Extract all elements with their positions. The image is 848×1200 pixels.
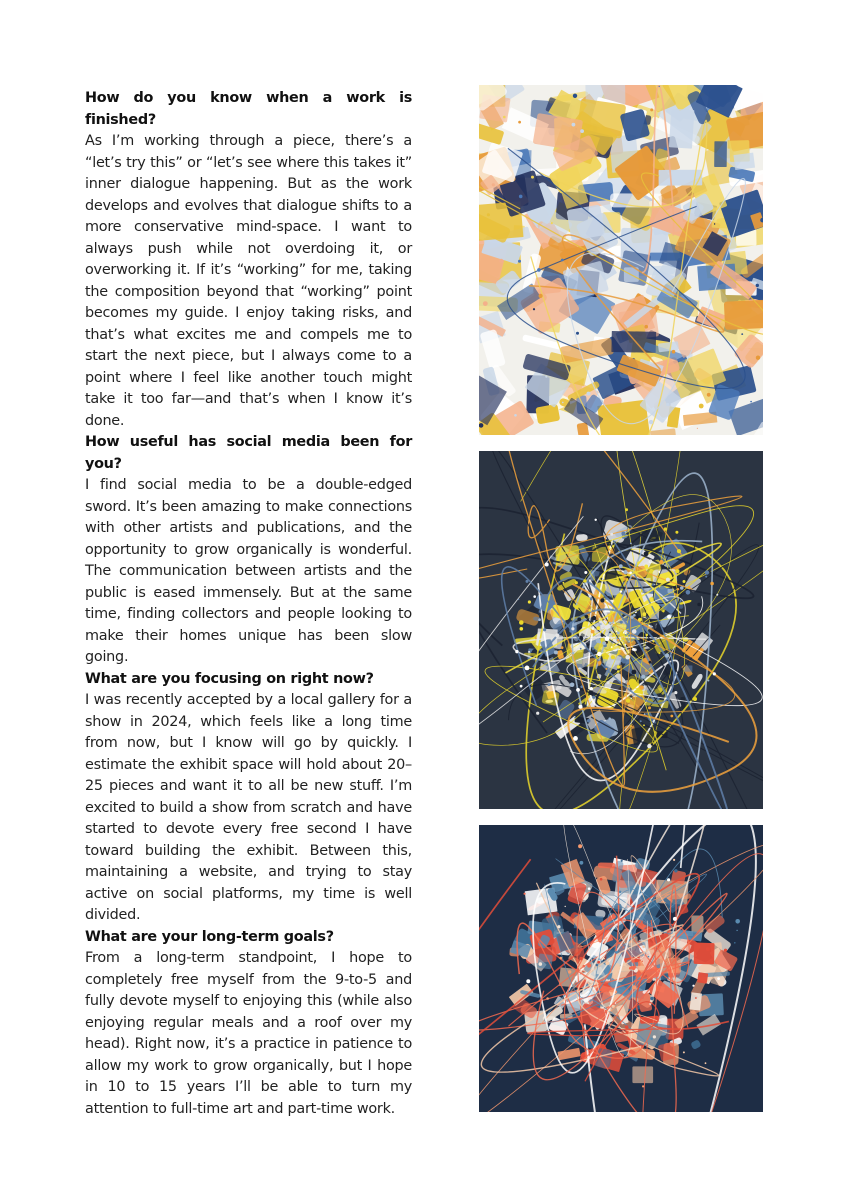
interview-text-column	[85, 88, 412, 1120]
answer-focus: I was recently accepted by a local gallery for a show in 2024, which feels like a long time from now, but I know will go by quickly. I estimate the exhibit space will hold about 20–25 pieces and want it to all be new stuff. I’m excited to build a show from scratch and have started to devote every free second I have toward building the exhibit. Between this, maintaining a website, and trying to stay active on social platforms, my time is well divided.	[85, 692, 412, 923]
abstract-painting-dark-yellow-swirl	[479, 451, 763, 809]
answer-finished: As I’m working through a piece, there’s a “let’s try this” or “let’s see where this takes it” inner dialogue happening. But as the work develops and evolves that dialogue shifts to a more conservative mind-space. I want to always push while not overdoing it, or overworking it. If it’s “working” for me, taking the composition beyond that “working” point becomes my guide. I enjoy taking risks, and that’s what excites me and compels me to start the next piece, but I always come to a point where I feel like another touch might take it too far—and that’s when I know it’s done.	[85, 133, 412, 429]
question-finished: How do you know when a work is finished?	[85, 90, 412, 128]
answer-social-media: I find social media to be a double-edged sword. It’s been amazing to make connections with other artists and publications, and the opportunity to grow organically is wonderful. The communication between artists and the public is eased immensely. But at the same time, finding collectors and people looking to make their homes unique has been slow going.	[85, 477, 412, 665]
question-social-media: How useful has social media been for you?	[85, 434, 412, 472]
question-long-term-goals: What are your long-term goals?	[85, 928, 334, 945]
abstract-painting-navy-coral	[479, 825, 763, 1112]
painting-3-canvas	[479, 825, 763, 1112]
painting-2-canvas	[479, 451, 763, 809]
abstract-painting-blue-yellow	[479, 85, 763, 435]
painting-1-canvas	[479, 85, 763, 435]
question-focus: What are you focusing on right now?	[85, 670, 374, 687]
answer-long-term-goals: From a long-term standpoint, I hope to completely free myself from the 9-to-5 and fully devote myself to enjoying this (while also enjoying regular meals and a roof over my head). Right now, it’s a practice in patience to allow my work to grow organically, but I hope in 10 to 15 years I’ll be able to turn my attention to full-time art and part-time work.	[85, 950, 412, 1117]
